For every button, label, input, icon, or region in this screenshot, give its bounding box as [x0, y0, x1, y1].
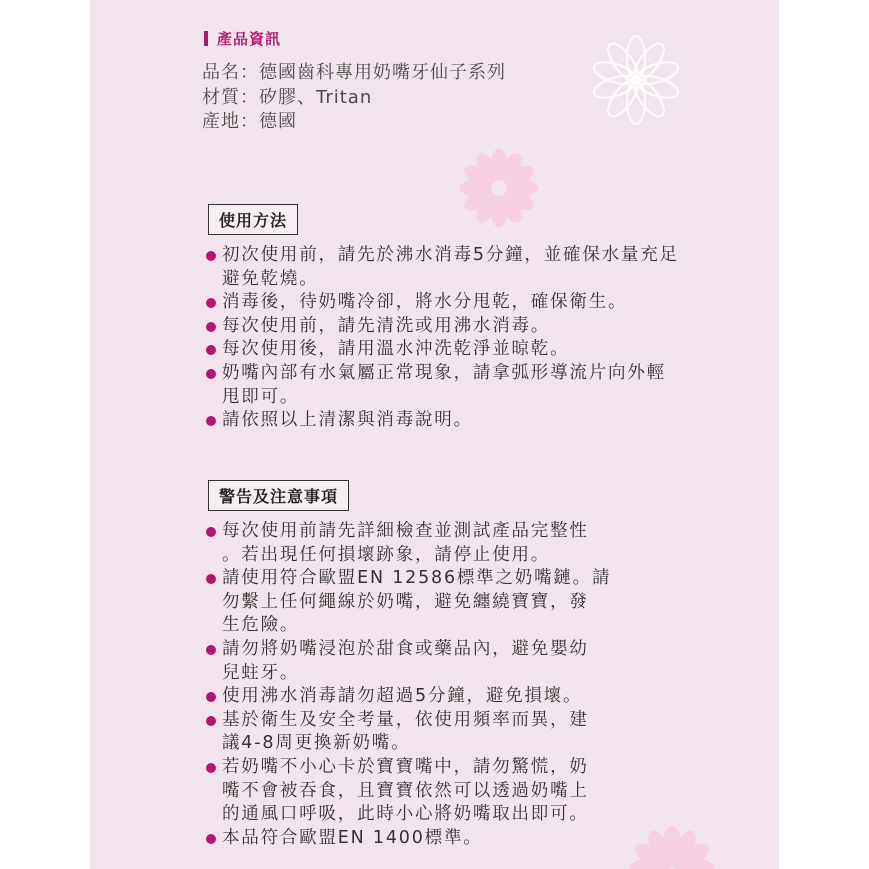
bullet-icon — [206, 716, 216, 726]
list-item: 使用沸水消毒請勿超過5分鐘，避免損壞。 — [206, 685, 611, 709]
bullet-icon — [206, 763, 216, 773]
list-item: 每次使用前請先詳細檢查並測試產品完整性 。若出現任何損壞跡象，請停止使用。 — [206, 520, 611, 567]
list-item: 請依照以上清潔與消毒說明。 — [206, 409, 679, 433]
bullet-icon — [206, 322, 216, 332]
bullet-icon — [206, 645, 216, 655]
list-item: 初次使用前，請先於沸水消毒5分鐘，並確保水量充足 避免乾燒。 — [206, 244, 679, 291]
bullet-icon — [206, 345, 216, 355]
list-item: 消毒後，待奶嘴冷卻，將水分甩乾，確保衛生。 — [206, 291, 679, 315]
bullet-icon — [206, 527, 216, 537]
warnings-list — [206, 520, 611, 850]
list-item: 每次使用後，請用溫水沖洗乾淨並晾乾。 — [206, 338, 679, 362]
warnings-heading: 警告及注意事項 — [208, 480, 349, 511]
list-item: 若奶嘴不小心卡於寶寶嘴中，請勿驚慌，奶 嘴不會被吞食，且寶寶依然可以透過奶嘴上 的通風口呼吸，此時小心將奶嘴取出即可。 — [206, 756, 611, 827]
flower-filled-icon — [626, 822, 718, 869]
list-item: 每次使用前，請先清洗或用沸水消毒。 — [206, 315, 679, 339]
bullet-icon — [206, 369, 216, 379]
bullet-icon — [206, 416, 216, 426]
product-origin: 產地：德國 — [202, 111, 297, 132]
bullet-icon — [206, 298, 216, 308]
bullet-icon — [206, 574, 216, 584]
list-item: 請使用符合歐盟EN 12586標準之奶嘴鏈。請 勿繫上任何繩線於奶嘴，避免纏繞寶寶，發 生危險。 — [206, 567, 611, 638]
product-material: 材質：矽膠、Tritan — [202, 87, 373, 108]
heading-bar-icon — [204, 31, 208, 46]
bullet-icon — [206, 692, 216, 702]
usage-heading: 使用方法 — [208, 204, 298, 235]
list-item: 奶嘴內部有水氣屬正常現象，請拿弧形導流片向外輕 甩即可。 — [206, 362, 679, 409]
product-name: 品名：德國齒科專用奶嘴牙仙子系列 — [202, 62, 506, 83]
content-panel — [90, 0, 779, 869]
list-item: 請勿將奶嘴浸泡於甜食或藥品內，避免嬰幼 兒蛀牙。 — [206, 638, 611, 685]
flower-filled-icon — [456, 145, 542, 231]
flower-outline-icon — [586, 30, 686, 130]
usage-list — [206, 244, 679, 433]
bullet-icon — [206, 251, 216, 261]
list-item: 基於衛生及安全考量，依使用頻率而異，建 議4-8周更換新奶嘴。 — [206, 709, 611, 756]
product-info-heading: 產品資訊 — [204, 28, 281, 49]
bullet-icon — [206, 834, 216, 844]
list-item: 本品符合歐盟EN 1400標準。 — [206, 827, 611, 851]
